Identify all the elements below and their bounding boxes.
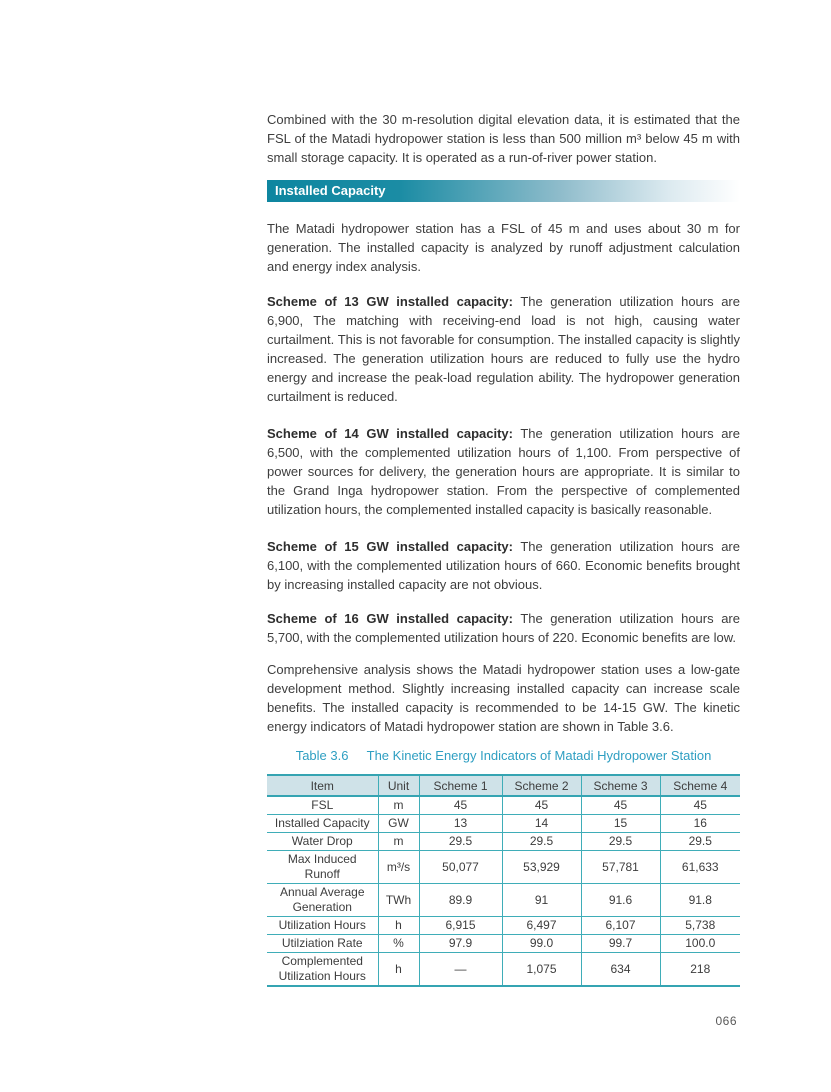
table-caption xyxy=(267,748,740,763)
cell-value: 29.5 xyxy=(419,833,502,851)
table-row-complemented-utilization-hours xyxy=(267,953,740,987)
cell-value: 57,781 xyxy=(581,851,660,884)
cell-unit: h xyxy=(378,953,419,987)
cell-value: 45 xyxy=(660,796,740,815)
cell-unit: TWh xyxy=(378,884,419,917)
cell-unit: m xyxy=(378,833,419,851)
cell-item: Max Induced Runoff xyxy=(267,851,378,884)
scheme-15gw-body: The generation utilization hours are 6,100, with the complemented utilization hours of 660. Economic benefits brought by increasing installed capacity are not obvious. xyxy=(267,539,740,592)
cell-unit: m³/s xyxy=(378,851,419,884)
table-row-max-induced-runoff xyxy=(267,851,740,884)
column-header-scheme-2: Scheme 2 xyxy=(502,775,581,796)
cell-value: 29.5 xyxy=(581,833,660,851)
table-caption-title: The Kinetic Energy Indicators of Matadi Hydropower Station xyxy=(366,748,712,763)
cell-value: 91.6 xyxy=(581,884,660,917)
scheme-13gw-body: The generation utilization hours are 6,900, The matching with receiving-end load is not high, causing water curtailment. This is not favorable for consumption. The installed capacity is slightly increased. The generation utilization hours are reduced to fully use the hydro energy and increase the peak-load regulation ability. The hydropower generation curtailment is reduced. xyxy=(267,294,740,404)
cell-value: 16 xyxy=(660,815,740,833)
cell-value: 99.0 xyxy=(502,935,581,953)
cell-unit: GW xyxy=(378,815,419,833)
cell-unit: % xyxy=(378,935,419,953)
table-row-fsl xyxy=(267,796,740,815)
cell-value: 50,077 xyxy=(419,851,502,884)
table-row-utilization-rate xyxy=(267,935,740,953)
column-header-unit: Unit xyxy=(378,775,419,796)
page-number: 066 xyxy=(715,1014,737,1028)
text-column xyxy=(267,110,740,987)
cell-item: Complemented Utilization Hours xyxy=(278,954,366,983)
cell-unit: h xyxy=(378,917,419,935)
cell-value: 29.5 xyxy=(502,833,581,851)
cell-value: 1,075 xyxy=(502,953,581,987)
cell-value: 6,915 xyxy=(419,917,502,935)
section-header-label: Installed Capacity xyxy=(275,183,386,198)
intro-paragraph: Combined with the 30 m-resolution digital elevation data, it is estimated that the FSL of the Matadi hydropower station is less than 500 million m³ below 45 m with small storage capacity. It is operated as a run-of-river power station. xyxy=(267,112,740,165)
table-row-installed-capacity xyxy=(267,815,740,833)
cell-item: Utilization Hours xyxy=(267,917,378,935)
cell-item: Installed Capacity xyxy=(267,815,378,833)
cell-unit: m xyxy=(378,796,419,815)
kinetic-energy-indicators-table xyxy=(267,774,740,987)
cell-value: 14 xyxy=(502,815,581,833)
cell-value: 6,107 xyxy=(581,917,660,935)
table-caption-label: Table 3.6 xyxy=(295,748,349,763)
cell-value: 100.0 xyxy=(660,935,740,953)
scheme-13gw-lead: Scheme of 13 GW installed capacity: xyxy=(267,294,513,309)
cell-value: 45 xyxy=(581,796,660,815)
cell-value: 6,497 xyxy=(502,917,581,935)
scheme-16gw-body: The generation utilization hours are 5,700, with the complemented utilization hours of 220. Economic benefits are low. xyxy=(267,611,740,645)
cell-value: — xyxy=(419,953,502,987)
cell-value: 5,738 xyxy=(660,917,740,935)
table-row-annual-average-generation xyxy=(267,884,740,917)
cell-value: 45 xyxy=(419,796,502,815)
column-header-scheme-4: Scheme 4 xyxy=(660,775,740,796)
column-header-scheme-1: Scheme 1 xyxy=(419,775,502,796)
cell-item: Annual Average Generation xyxy=(267,884,378,917)
cell-item: Utilziation Rate xyxy=(267,935,378,953)
cell-value: 61,633 xyxy=(660,851,740,884)
conclusion-paragraph: Comprehensive analysis shows the Matadi hydropower station uses a low-gate development method. Slightly increasing installed capacity can increase scale benefits. The installed capacity is recommended to be 14-15 GW. The kinetic energy indicators of Matadi hydropower station are shown in Table 3.6. xyxy=(267,662,740,734)
column-header-item: Item xyxy=(267,775,378,796)
cell-value: 15 xyxy=(581,815,660,833)
table-row-utilization-hours xyxy=(267,917,740,935)
cell-value: 91 xyxy=(502,884,581,917)
scheme-13gw-paragraph xyxy=(267,292,740,406)
scheme-16gw-lead: Scheme of 16 GW installed capacity: xyxy=(267,611,513,626)
cell-value: 634 xyxy=(581,953,660,987)
cell-value: 91.8 xyxy=(660,884,740,917)
cell-value: 53,929 xyxy=(502,851,581,884)
table-header-row xyxy=(267,775,740,796)
cell-item: FSL xyxy=(267,796,378,815)
scheme-16gw-paragraph xyxy=(267,609,740,647)
table-row-water-drop xyxy=(267,833,740,851)
scheme-14gw-paragraph xyxy=(267,424,740,519)
scheme-15gw-lead: Scheme of 15 GW installed capacity: xyxy=(267,539,513,554)
scheme-15gw-paragraph xyxy=(267,537,740,594)
scheme-14gw-lead: Scheme of 14 GW installed capacity: xyxy=(267,426,513,441)
cell-value: 99.7 xyxy=(581,935,660,953)
cell-value: 218 xyxy=(660,953,740,987)
cell-item: Water Drop xyxy=(267,833,378,851)
overview-paragraph: The Matadi hydropower station has a FSL of 45 m and uses about 30 m for generation. The installed capacity is analyzed by runoff adjustment calculation and energy index analysis. xyxy=(267,221,740,274)
scheme-14gw-body: The generation utilization hours are 6,500, with the complemented utilization hours of 1,100. From perspective of power sources for delivery, the generation hours are appropriate. It is similar to the Grand Inga hydropower station. From the perspective of complemented utilization hours, the complemented installed capacity is basically reasonable. xyxy=(267,426,740,517)
cell-value: 29.5 xyxy=(660,833,740,851)
cell-value: 45 xyxy=(502,796,581,815)
column-header-scheme-3: Scheme 3 xyxy=(581,775,660,796)
section-header-installed-capacity xyxy=(267,180,740,202)
cell-value: 89.9 xyxy=(419,884,502,917)
cell-value: 97.9 xyxy=(419,935,502,953)
cell-value: 13 xyxy=(419,815,502,833)
